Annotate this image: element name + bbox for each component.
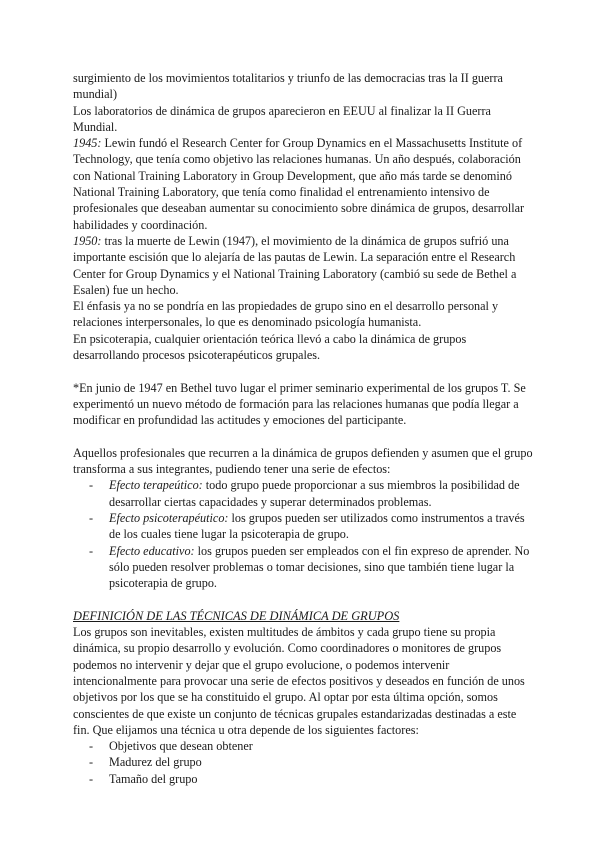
paragraph-1945 [73,135,533,233]
spacer [73,363,533,379]
effect-term: Efecto terapeútico: [109,478,203,493]
paragraph-1950 [73,233,533,298]
year-1945: 1945: [73,136,102,151]
factor-text: Tamaño del grupo [109,771,198,786]
dash-bullet: - [89,543,94,558]
dash-bullet: - [89,755,94,770]
list-item [73,543,533,592]
effect-text: los grupos pueden ser utilizados como instrumentos a través de los cuales tiene lugar la psicoterapia de grupo. [109,511,525,542]
paragraph-bethel-note: *En junio de 1947 en Bethel tuvo lugar el primer seminario experimental de los grupos T. Se experimentó un nuevo método de formación para las relaciones humanas que podía llegar a modificar en profundidad las actitudes y emociones del participante. [73,380,526,428]
dash-bullet: - [89,771,94,786]
factor-text: Madurez del grupo [109,755,202,770]
effect-text: todo grupo puede proporcionar a sus miembros la posibilidad de desarrollar ciertas capacidades y superar determinados problemas. [109,478,520,509]
factor-text: Objetivos que desean obtener [109,739,253,754]
spacer [73,592,533,608]
paragraph-1950-text: tras la muerte de Lewin (1947), el movimiento de la dinámica de grupos sufrió una importante escisión que lo alejaría de las pautas de Lewin. La separación entre el Research Center for Group Dynamics y el National Training Laboratory (cambió su sede de Bethel a Esalen) fue un hecho. [73,233,517,297]
list-item [73,477,533,510]
paragraph-intro-continuation: surgimiento de los movimientos totalitarios y triunfo de las democracias tras la II guerra mundial) [73,71,503,102]
factors-list [73,738,533,787]
year-1950: 1950: [73,233,102,248]
section-heading: DEFINICIÓN DE LAS TÉCNICAS DE DINÁMICA DE GRUPOS [73,608,400,623]
spacer [73,429,533,445]
effect-term: Efecto psicoterapéutico: [109,511,229,526]
paragraph-1945-text: Lewin fundó el Research Center for Group Dynamics en el Massachusetts Institute of Technology, que tenía como objetivo las relaciones humanas. Un año después, colaboración con National Training Laboratory in Group Development, que año más tarde se denominó National Training Laboratory, que tenía como finalidad el entrenamiento intensivo de profesionales que deseaban aumentar su conocimiento sobre dinámica de grupos, desarrollar habilidades y coordinación. [73,136,525,232]
paragraph-psychotherapy: En psicoterapia, cualquier orientación teórica llevó a cabo la dinámica de grupos desarrollando procesos psicoterapéuticos grupales. [73,331,467,363]
effect-term: Efecto educativo: [109,543,195,558]
document-page [73,70,533,787]
paragraph-effects-intro: Aquellos profesionales que recurren a la dinámica de grupos defienden y asumen que el grupo transforma a sus integrantes, pudiendo tener una serie de efectos: [73,445,533,477]
list-item [73,771,533,787]
effect-text: los grupos pueden ser empleados con el fin expreso de aprender. No sólo pueden resolver problemas o tomar decisiones, sino que también tiene lugar la psicoterapia de grupo. [109,543,530,591]
dash-bullet: - [89,739,94,754]
list-item [73,510,533,543]
paragraph-labs-origin: Los laboratorios de dinámica de grupos aparecieron en EEUU al finalizar la II Guerra Mundial. [73,103,491,134]
dash-bullet: - [89,511,94,526]
list-item [73,754,533,770]
paragraph-humanist: El énfasis ya no se pondría en las propiedades de grupo sino en el desarrollo personal y relaciones interpersonales, lo que es denominado psicología humanista. [73,299,499,330]
effects-list [73,477,533,591]
paragraph-section-body: Los grupos son inevitables, existen multitudes de ámbitos y cada grupo tiene su propia dinámica, su propio desarrollo y evolución. Como coordinadores o monitores de grupos podemos no intervenir y dejar que el grupo evolucione, o podemos intervenir intencionalmente para provocar una serie de efectos positivos y deseados en función de unos objetivos por los que se ha constituido el grupo. Al optar por esta última opción, somos conscientes de que existe un conjunto de técnicas grupales estandarizadas destinadas a este fin. Que elijamos una técnica u otra depende de los siguientes factores: [73,625,525,737]
list-item [73,738,533,754]
dash-bullet: - [89,478,94,493]
